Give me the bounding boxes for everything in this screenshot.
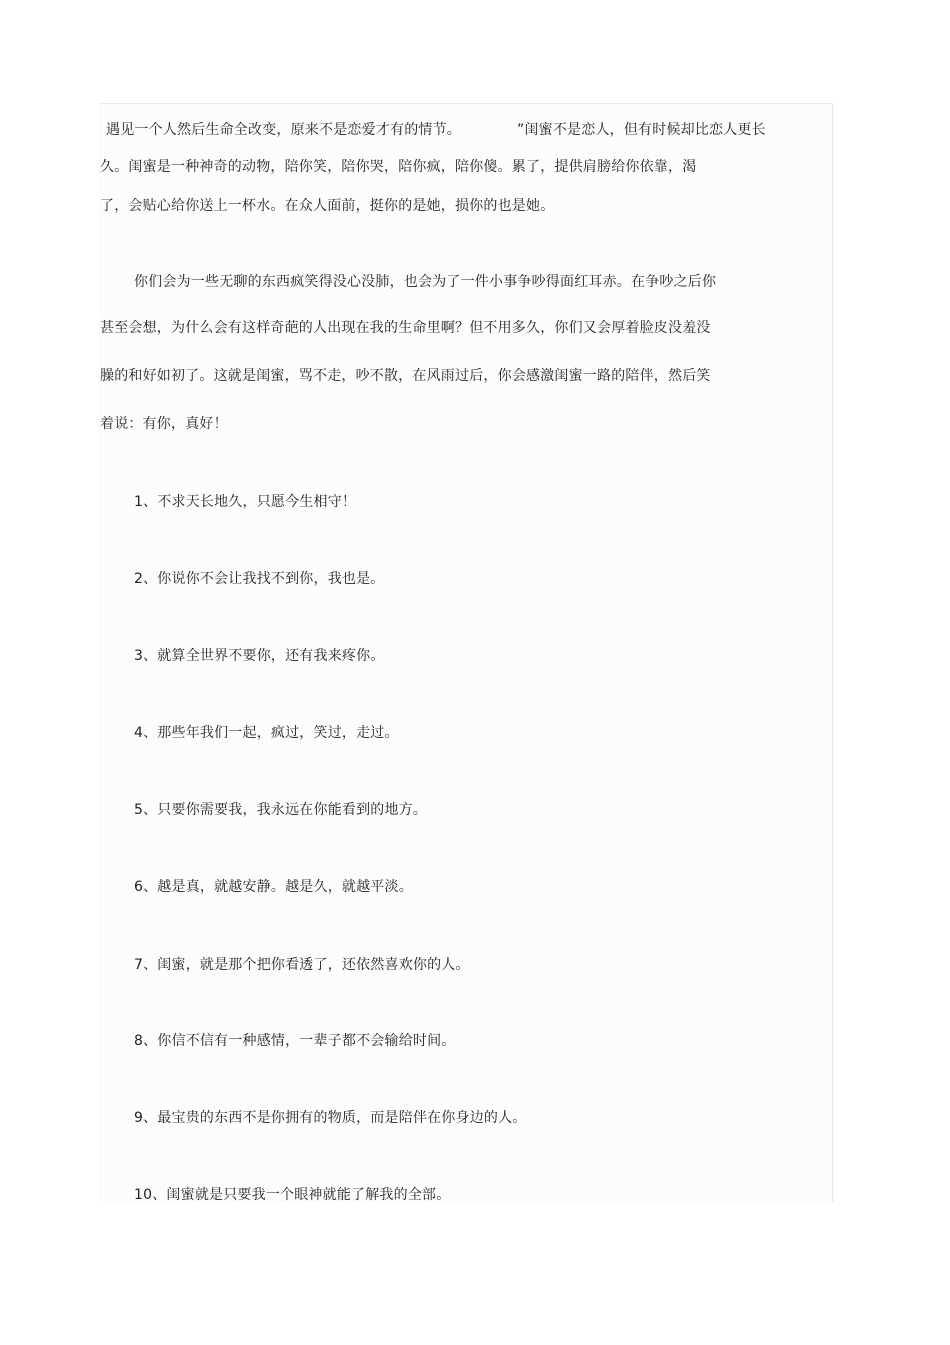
paragraph-line-1: 你们会为一些无聊的东西疯笑得没心没肺，也会为了一件小事争吵得面红耳赤。在争吵之后你 — [134, 274, 717, 290]
list-item: 9、最宝贵的东西不是你拥有的物质，而是陪伴在你身边的人。 — [134, 1110, 527, 1126]
list-item: 5、只要你需要我，我永远在你能看到的地方。 — [134, 802, 428, 818]
paragraph-line-2: 甚至会想，为什么会有这样奇葩的人出现在我的生命里啊？但不用多久，你们又会厚着脸皮没羞没 — [100, 320, 711, 336]
intro-line-2: 久。闺蜜是一种神奇的动物，陪你笑，陪你哭，陪你疯，陪你傻。累了，提供肩膀给你依靠，渴 — [100, 159, 697, 175]
list-item: 4、那些年我们一起，疯过，笑过，走过。 — [134, 725, 399, 741]
paragraph-line-4: 着说：有你，真好！ — [100, 416, 228, 432]
list-item: 3、就算全世界不要你，还有我来疼你。 — [134, 648, 385, 664]
paragraph-line-3: 臊的和好如初了。这就是闺蜜，骂不走，吵不散，在风雨过后，你会感激闺蜜一路的陪伴，然后笑 — [100, 368, 711, 384]
list-item: 7、闺蜜，就是那个把你看透了，还依然喜欢你的人。 — [134, 957, 470, 973]
list-item: 2、你说你不会让我找不到你，我也是。 — [134, 571, 385, 587]
intro-line-1 — [106, 120, 766, 140]
list-item: 6、越是真，就越安静。越是久，就越平淡。 — [134, 879, 413, 895]
list-item: 10、闺蜜就是只要我一个眼神就能了解我的全部。 — [134, 1187, 451, 1203]
intro-line-3: 了，会贴心给你送上一杯水。在众人面前，挺你的是她，损你的也是她。 — [100, 198, 555, 214]
list-item: 8、你信不信有一种感情，一辈子都不会输给时间。 — [134, 1033, 456, 1049]
intro-line-1-text: 遇见一个人然后生命全改变，原来不是恋爱才有的情节。 — [106, 122, 461, 138]
intro-line-1-quote: ”闺蜜不是恋人，但有时候却比恋人更长 — [517, 122, 766, 138]
list-item: 1、不求天长地久，只愿今生相守！ — [134, 494, 357, 510]
